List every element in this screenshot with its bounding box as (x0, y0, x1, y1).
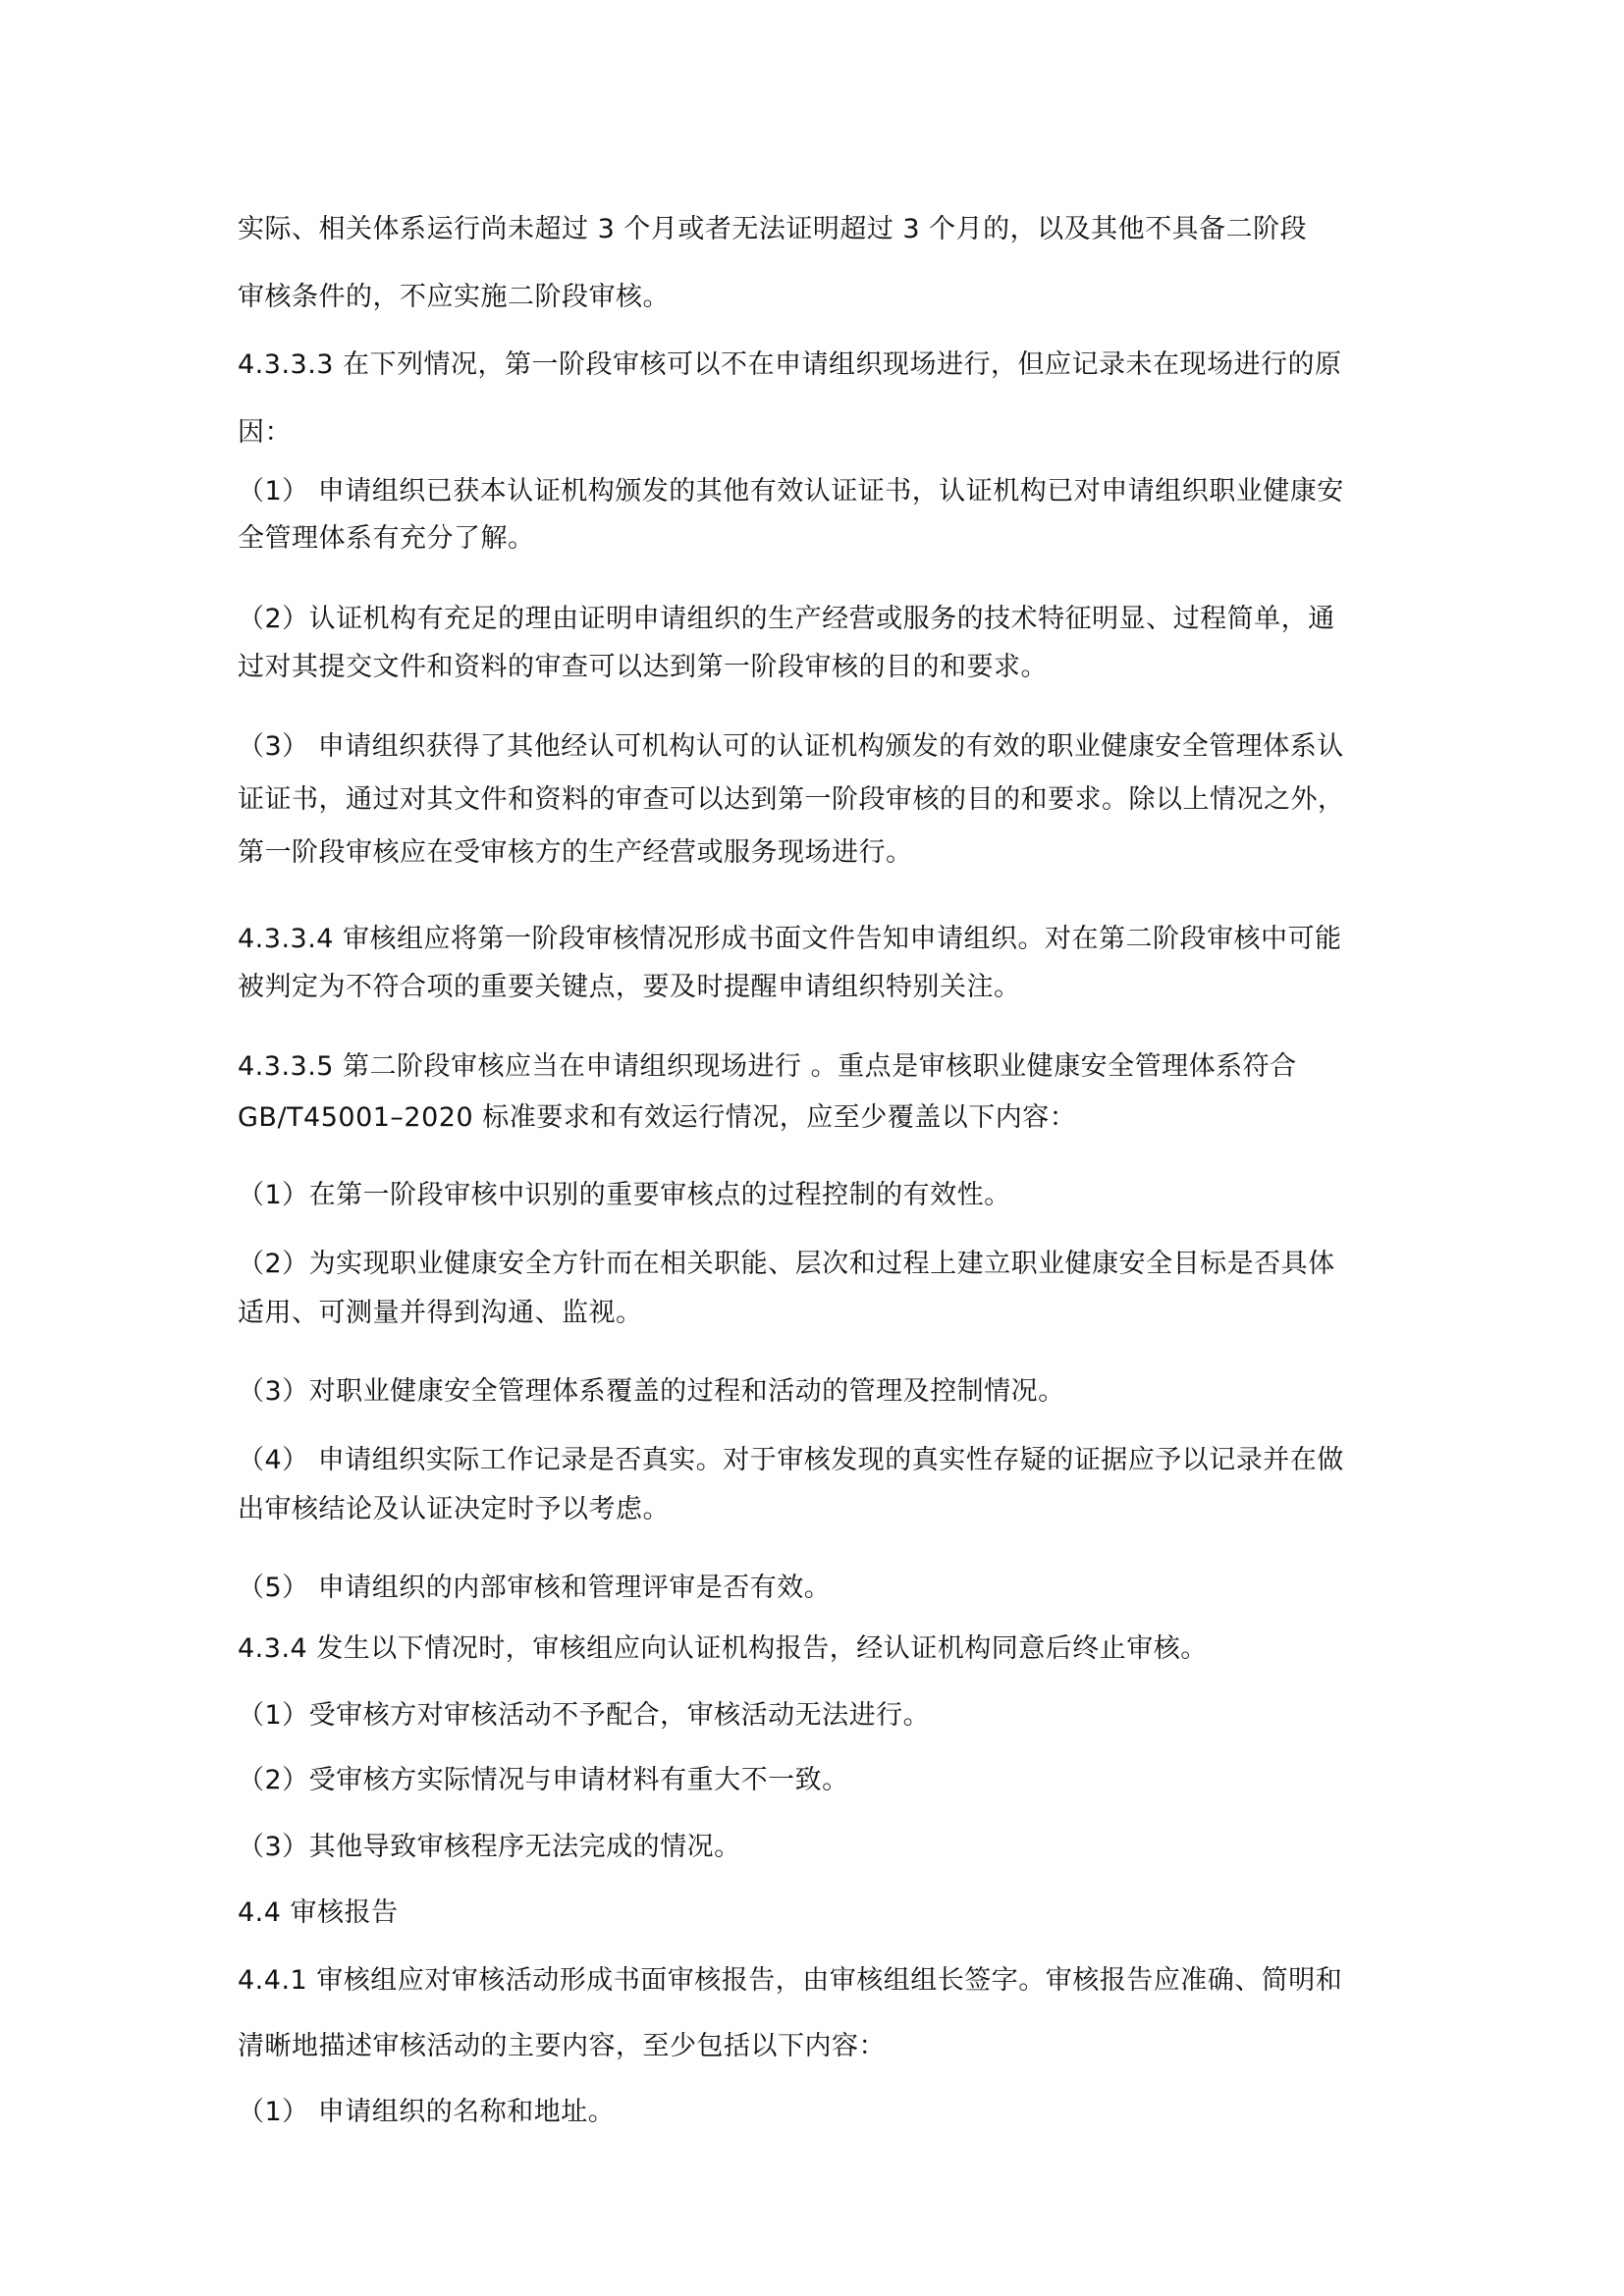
list-item: （3）其他导致审核程序无法完成的情况。 (238, 1832, 741, 1862)
section-heading-4-3-3-4: 4.3.3.4 审核组应将第一阶段审核情况形成书面文件告知申请组织。对在第二阶段审核中可能 (238, 924, 1342, 954)
list-item: （1） 申请组织已获本认证机构颁发的其他有效认证证书，认证机构已对申请组织职业健康安 (238, 476, 1344, 507)
text-line: GB/T45001–2020 标准要求和有效运行情况，应至少覆盖以下内容： (238, 1102, 1077, 1133)
list-item: （1） 申请组织的名称和地址。 (238, 2097, 616, 2127)
text-line: 被判定为不符合项的重要关键点，要及时提醒申请组织特别关注。 (238, 972, 1021, 1002)
section-heading-4-4-1: 4.4.1 审核组应对审核活动形成书面审核报告，由审核组组长签字。审核报告应准确、简明和 (238, 1965, 1343, 1996)
text-line: 出审核结论及认证决定时予以考虑。 (238, 1494, 670, 1524)
list-item: （1）受审核方对审核活动不予配合，审核活动无法进行。 (238, 1700, 931, 1731)
section-heading-4-3-4: 4.3.4 发生以下情况时，审核组应向认证机构报告，经认证机构同意后终止审核。 (238, 1633, 1208, 1664)
text-line: 因： (238, 417, 292, 448)
text-line: 过对其提交文件和资料的审查可以达到第一阶段审核的目的和要求。 (238, 652, 1048, 682)
list-item: （3）对职业健康安全管理体系覆盖的过程和活动的管理及控制情况。 (238, 1376, 1065, 1407)
section-heading-4-3-3-5: 4.3.3.5 第二阶段审核应当在申请组织现场进行 。重点是审核职业健康安全管理体系符合 (238, 1051, 1297, 1082)
section-heading-4-3-3-3: 4.3.3.3 在下列情况，第一阶段审核可以不在申请组织现场进行，但应记录未在现场进行的原 (238, 349, 1342, 380)
list-item: （2）为实现职业健康安全方针而在相关职能、层次和过程上建立职业健康安全目标是否具体 (238, 1249, 1335, 1279)
section-heading-4-4: 4.4 审核报告 (238, 1897, 399, 1928)
list-item: （3） 申请组织获得了其他经认可机构认可的认证机构颁发的有效的职业健康安全管理体系认 (238, 731, 1344, 762)
list-item: （4） 申请组织实际工作记录是否真实。对于审核发现的真实性存疑的证据应予以记录并在做 (238, 1445, 1344, 1475)
text-line: 证证书，通过对其文件和资料的审查可以达到第一阶段审核的目的和要求。除以上情况之外， (238, 784, 1345, 815)
list-item: （5） 申请组织的内部审核和管理评审是否有效。 (238, 1573, 832, 1603)
list-item: （2）认证机构有充足的理由证明申请组织的生产经营或服务的技术特征明显、过程简单，通 (238, 604, 1335, 634)
list-item: （2）受审核方实际情况与申请材料有重大不一致。 (238, 1765, 849, 1795)
text-line: 第一阶段审核应在受审核方的生产经营或服务现场进行。 (238, 837, 913, 868)
text-line: 实际、相关体系运行尚未超过 3 个月或者无法证明超过 3 个月的，以及其他不具备二阶段 (238, 214, 1308, 244)
text-line: 清晰地描述审核活动的主要内容，至少包括以下内容： (238, 2031, 886, 2061)
text-line: 适用、可测量并得到沟通、监视。 (238, 1298, 643, 1328)
text-line: 全管理体系有充分了解。 (238, 523, 535, 554)
list-item: （1）在第一阶段审核中识别的重要审核点的过程控制的有效性。 (238, 1180, 1011, 1210)
text-line: 审核条件的，不应实施二阶段审核。 (238, 282, 670, 312)
